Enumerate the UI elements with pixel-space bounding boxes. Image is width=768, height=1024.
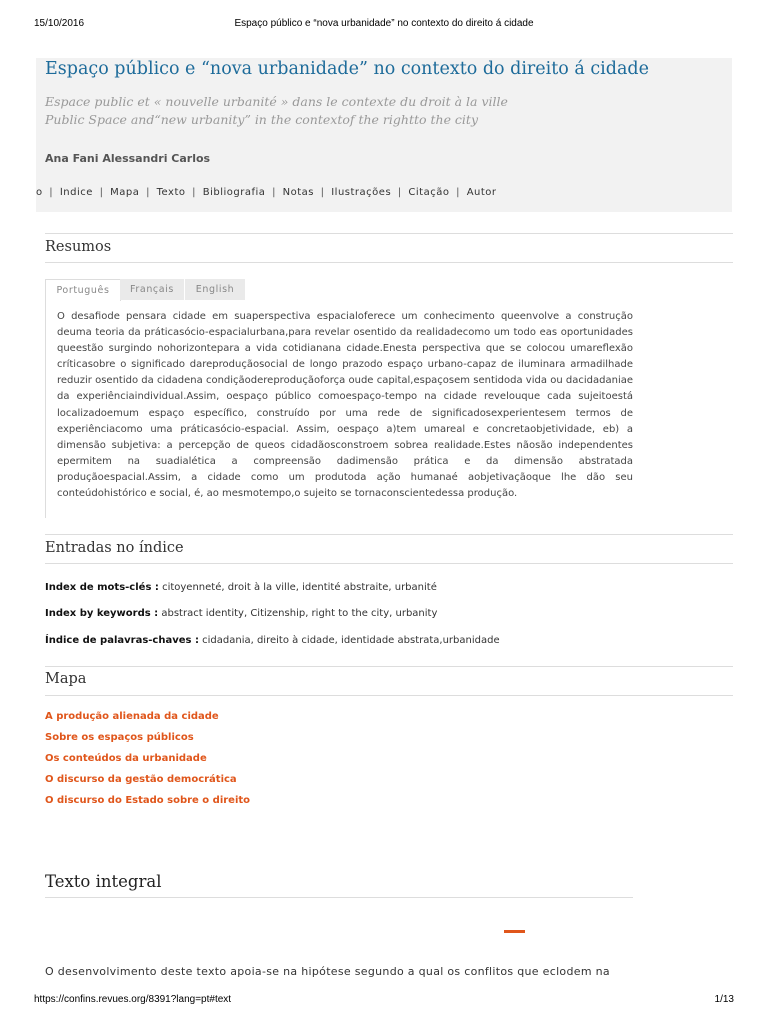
- nav-item-mapa[interactable]: Mapa: [110, 187, 140, 198]
- print-footer: [0, 994, 768, 1008]
- keywords-pt-values[interactable]: cidadania, direito à cidade, identidade abstrata,urbanidade: [198, 635, 500, 646]
- map-link[interactable]: Sobre os espaços públicos: [45, 732, 194, 743]
- orange-dash-decoration: [504, 930, 525, 933]
- keywords-fr-values[interactable]: citoyenneté, droit à la ville, identité abstraite, urbanité: [158, 582, 437, 593]
- tab-english[interactable]: English: [185, 279, 245, 300]
- print-date: 15/10/2016: [34, 18, 85, 29]
- nav-item-bibliografia[interactable]: Bibliografia: [202, 187, 266, 198]
- keywords-pt: [45, 635, 500, 646]
- section-title-resumos: Resumos: [45, 239, 112, 255]
- abstract-border: [45, 301, 46, 518]
- language-tabs: [45, 279, 733, 301]
- keywords-en: [45, 608, 437, 619]
- print-header: [0, 18, 768, 32]
- map-list: [45, 711, 250, 816]
- map-link[interactable]: O discurso da gestão democrática: [45, 774, 237, 785]
- nav-item-resumo-partial[interactable]: o: [36, 187, 43, 198]
- page-number: 1/13: [714, 994, 734, 1005]
- divider: [45, 233, 733, 234]
- divider: [45, 666, 733, 667]
- print-title: Espaço público e “nova urbanidade” no contexto do direito á cidade: [234, 18, 534, 29]
- nav-item-indice[interactable]: Índice: [59, 187, 93, 198]
- map-link[interactable]: O discurso do Estado sobre o direito: [45, 795, 251, 806]
- nav-separator: |: [394, 187, 406, 198]
- map-link[interactable]: A produção alienada da cidade: [45, 711, 219, 722]
- section-title-texto: Texto integral: [45, 872, 162, 891]
- nav-separator: |: [142, 187, 154, 198]
- body-text-first-line: O desenvolvimento deste texto apoia-se na hipótese segundo a qual os conflitos que eclodem na: [45, 965, 610, 978]
- divider: [45, 563, 733, 564]
- print-url: https://confins.revues.org/8391?lang=pt#text: [34, 994, 232, 1005]
- keywords-en-values[interactable]: abstract identity, Citizenship, right to the city, urbanity: [158, 608, 438, 619]
- nav-separator: |: [45, 187, 57, 198]
- keywords-fr-label: Index de mots-clés :: [45, 582, 159, 593]
- tab-francais[interactable]: Français: [120, 279, 184, 300]
- keywords-en-label: Index by keywords :: [45, 608, 159, 619]
- article-title-en: Public Space and“new urbanity” in the contextof the rightto the city: [45, 112, 479, 127]
- author-name[interactable]: Ana Fani Alessandri Carlos: [45, 152, 211, 165]
- nav-item-texto[interactable]: Texto: [156, 187, 186, 198]
- nav-separator: |: [268, 187, 280, 198]
- section-title-entradas: Entradas no índice: [45, 540, 184, 556]
- divider: [45, 695, 733, 696]
- keywords-pt-label: Índice de palavras-chaves :: [45, 635, 199, 646]
- divider: [45, 534, 733, 535]
- article-title: Espaço público e “nova urbanidade” no contexto do direito á cidade: [45, 59, 649, 79]
- map-link[interactable]: Os conteúdos da urbanidade: [45, 753, 207, 764]
- nav-separator: |: [188, 187, 200, 198]
- divider: [45, 262, 733, 263]
- section-title-mapa: Mapa: [45, 671, 87, 687]
- article-nav: [36, 187, 732, 209]
- nav-item-notas[interactable]: Notas: [282, 187, 314, 198]
- abstract-text: O desafiode pensara cidade em suaperspectiva espacialoferece um conhecimento queenvolve a construção deuma teoria da práticasócio-espacialurbana,para revelar osentido da realidadecomo um todo eas oportunidades queestão surgindo nohorizontepara a vida cotidianana cidade.Enesta perspectiva que se colocou umareflexão críticasobre o significado dareproduçãosocial de longo prazodo espaço urbano-capaz de iluminara armadilhade reduzir osentido da cidadena condiçãodereproduçãoforça oude capital,espaçosem sentidoda vida ou dacidadaniae da experiênciaindividual.Assim, oespaço público comoespaço-tempo na cidade revelouque cada sujeitoestá localizadoemum espaço específico, construído por uma rede de significadosexperientesem termos de experiênciacomo uma práticasócio-espacial. Assim, oespaço a)tem umareal e concretaobjetividade, eb) a dimensão subjetiva: a percepção de queos cidadãosconstroem sobrea realidade.Estes nãosão independentes epermitem na suadialética a compreensão dadimensão prática e da dimensão abstratada produçãoespacial.Assim, a cidade como um produtoda ação humanaé aobjetivaçãoque lhe dão seu conteúdohistórico e social, é, ao mesmotempo,o sujeito se tornaconscientedessa produção.: [57, 311, 633, 500]
- article-title-fr: Espace public et « nouvelle urbanité » dans le contexte du droit à la ville: [45, 94, 508, 109]
- nav-separator: |: [317, 187, 329, 198]
- tab-portugues[interactable]: Português: [45, 279, 121, 301]
- article-header: [36, 58, 732, 212]
- nav-item-autor[interactable]: Autor: [466, 187, 497, 198]
- keywords-fr: [45, 582, 437, 593]
- nav-item-citacao[interactable]: Citação: [408, 187, 450, 198]
- divider: [45, 897, 633, 898]
- nav-separator: |: [95, 187, 108, 198]
- nav-item-ilustracoes[interactable]: Ilustrações: [331, 187, 392, 198]
- nav-separator: |: [452, 187, 464, 198]
